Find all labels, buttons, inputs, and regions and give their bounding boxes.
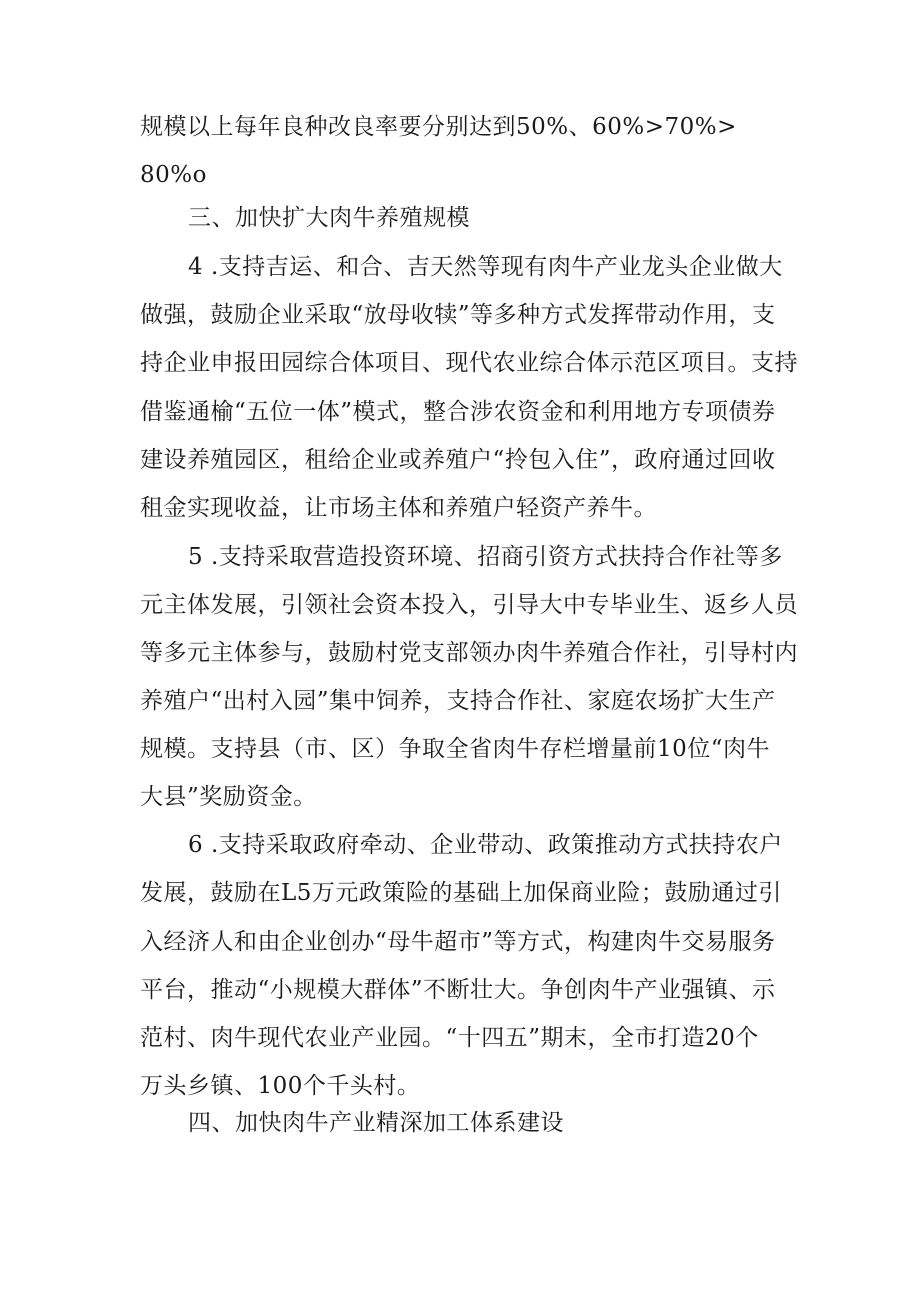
text-line: 规模。支持县（市、区）争取全省肉牛存栏增量前10位“肉牛 bbox=[140, 736, 771, 762]
text-line: 发展，鼓励在L5万元政策险的基础上加保商业险；鼓励通过引 bbox=[140, 880, 782, 906]
text-line: 80%o bbox=[140, 162, 207, 188]
text-line: 万头乡镇、100个千头村。 bbox=[140, 1073, 421, 1099]
text-line: 持企业申报田园综合体项目、现代农业综合体示范区项目。支持 bbox=[140, 350, 798, 376]
section-heading: 三、加快扩大肉牛养殖规模 bbox=[188, 205, 470, 231]
text-line: 做强，鼓励企业采取“放母收犊”等多种方式发挥带动作用，支 bbox=[140, 302, 776, 328]
text-line: 建设养殖园区，租给企业或养殖户“拎包入住”，政府通过回收 bbox=[140, 447, 776, 473]
section-heading: 四、加快肉牛产业精深加工体系建设 bbox=[188, 1110, 564, 1136]
text-line: 元主体发展，引领社会资本投入，引导大中专毕业生、返乡人员 bbox=[140, 592, 798, 618]
text-line: 4 .支持吉运、和合、吉天然等现有肉牛产业龙头企业做大 bbox=[188, 254, 783, 280]
text-line: 借鉴通榆“五位一体”模式，整合涉农资金和利用地方专项债券 bbox=[140, 399, 776, 425]
text-line: 范村、肉牛现代农业产业园。“十四五”期末，全市打造20个 bbox=[140, 1025, 759, 1051]
text-line: 入经济人和由企业创办“母牛超市”等方式，构建肉牛交易服务 bbox=[140, 929, 776, 955]
text-line: 租金实现收益，让市场主体和养殖户轻资产养牛。 bbox=[140, 495, 657, 521]
text-line: 规模以上每年良种改良率要分别达到50%、60%>70%> bbox=[140, 114, 737, 140]
text-line: 平台，推动“小规模大群体”不断壮大。争创肉牛产业强镇、示 bbox=[140, 977, 776, 1003]
text-line: 6 .支持采取政府牵动、企业带动、政策推动方式扶持农户 bbox=[188, 832, 783, 858]
text-line: 等多元主体参与，鼓励村党支部领办肉牛养殖合作社，引导村内 bbox=[140, 640, 798, 666]
text-line: 养殖户“出村入园”集中饲养，支持合作社、家庭农场扩大生产 bbox=[140, 688, 776, 714]
text-line: 大县”奖励资金。 bbox=[140, 784, 317, 810]
text-line: 5 .支持采取营造投资环境、招商引资方式扶持合作社等多 bbox=[188, 544, 783, 570]
